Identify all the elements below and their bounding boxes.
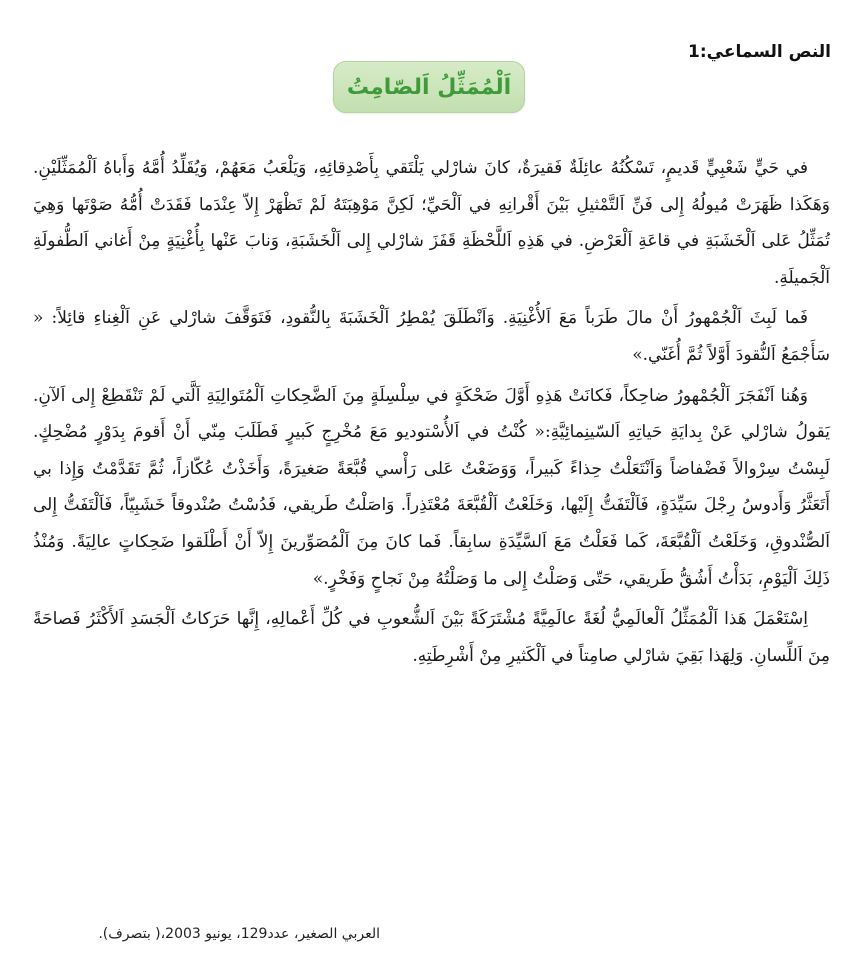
text-body — [33, 150, 830, 674]
section-label: النص السماعي:1 — [687, 42, 831, 62]
paragraph-3: وَهُنا اَنْفَجَرَ اَلْجُمْهورُ ضاحِكاً، فَكانَتْ هَذِهِ أَوَّلَ ضَحْكَةٍ في سِلْسِلَةٍ مِنَ اَلضَّحِكاتِ اَلْمُتَوالِيَةِ اَلَّتي لَمْ تَنْقَطِعْ إِلى اَلآنِ. يَقولُ شارْلي عَنْ بِدايَةِ حَياتِهِ اَلسّينِمائِيَّةِ:« كُنْتُ في اَلأُسْتوديو مَعَ مُخْرِجٍ كَبيرٍ فَطَلَبَ مِنّي أَنْ أَقومَ بِدَوْرٍ مُضْحِكٍ. لَبِسْتُ سِرْوالاً فَضْفاضاً وَاَنْتَعَلْتُ حِذاءً كَبيراً، وَوَضَعْتُ عَلى رَأْسي قُبَّعَةً صَغيرَةً، وَأَخَذْتُ عُكّازاً، ثُمَّ تَقَدَّمْتُ وَإِذا بي أَتَعَثَّرُ وَأَدوسُ رِجْلَ سَيِّدَةٍ، فَاَلْتَفَتُّ إِلَيْها، وَخَلَعْتُ اَلْقُبَّعَةَ مُعْتَذِراً. وَاصَلْتُ طَريقي، فَدُسْتُ صُنْدوقاً خَشَبِيّاً، فَاَلْتَفَتُّ إِلى اَلصُّنْدوقِ، وَخَلَعْتُ اَلْقُبَّعَةَ، كَما فَعَلْتُ مَعَ اَلسَّيِّدَةِ سابِقاً. فَما كانَ مِنَ اَلْمُصَوِّرينَ إِلاّ أَنْ أَطْلَقوا ضَحِكاتٍ عالِيَةً. وَمُنْذُ ذَلِكَ اَلْيَوْمِ، بَدَأْتُ أَشُقُّ طَريقي، حَتّى وَصَلْتُ إِلى ما وَصَلْتُهُ مِنْ نَجاحٍ وَفَخْرٍ.» — [33, 385, 830, 589]
paragraph-1: في حَيٍّ شَعْبِيٍّ قَديمٍ، تَسْكُنُهُ عائِلَةٌ فَقيرَةٌ، كانَ شارْلي يَلْتَقي بِأَصْدِقائِهِ، وَيَلْعَبُ مَعَهُمْ، وَيُقَلِّدُ أُمَّهُ وَأَباهُ اَلْمُمَثِّلَيْنِ. وَهَكَذا ظَهَرَتْ مُيولُهُ إِلى فَنِّ اَلتَّمْثيلِ بَيْنَ أَقْرانِهِ في اَلْحَيِّ؛ لَكِنَّ مَوْهِبَتَهُ لَمْ تَظْهَرْ إِلاّ عِنْدَما فَقَدَتْ أُمُّهُ صَوْتَها وَهِيَ تُمَثِّلُ عَلى اَلْخَشَبَةِ في قاعَةِ اَلْعَرْضِ. في هَذِهِ اَللَّحْظَةِ قَفَزَ شارْلي إِلى اَلْخَشَبَةِ، وَنابَ عَنْها بِأُغْنِيَةٍ مِنْ أَغاني اَلطُّفولَةِ اَلْجَميلَةِ. — [33, 158, 830, 288]
title-banner — [333, 61, 525, 113]
paragraph-4: اِسْتَعْمَلَ هَذا اَلْمُمَثِّلُ اَلْعالَمِيُّ لُغَةً عالَمِيَّةً مُشْتَرَكَةً بَيْنَ اَلشُّعوبِ في كُلِّ أَعْمالِهِ، إِنَّها حَرَكاتُ اَلْجَسَدِ اَلأَكْثَرُ فَصاحَةً مِنَ اَللِّسانِ. وَلِهَذا بَقِيَ شارْلي صامِتاً في اَلْكَثيرِ مِنْ أَشْرِطَتِهِ. — [33, 609, 830, 666]
paragraph-2: فَما لَبِثَ اَلْجُمْهورُ أَنْ مالَ طَرَباً مَعَ اَلأُغْنِيَةِ. وَاَنْطَلَقَ يُمْطِرُ اَلْخَشَبَةَ بِالنُّقودِ، فَتَوَقَّفَ شارْلي عَنِ اَلْغِناءِ قائِلاً: « سَأَجْمَعُ اَلنُّقودَ أَوَّلاً ثُمَّ أُغَنّي.» — [33, 308, 830, 365]
source-citation: العربي الصغير، عدد129، يونيو 2003،( بتصرف). — [98, 926, 380, 942]
page-title: اَلْمُمَثِّلُ اَلصّامِتُ — [346, 74, 512, 100]
